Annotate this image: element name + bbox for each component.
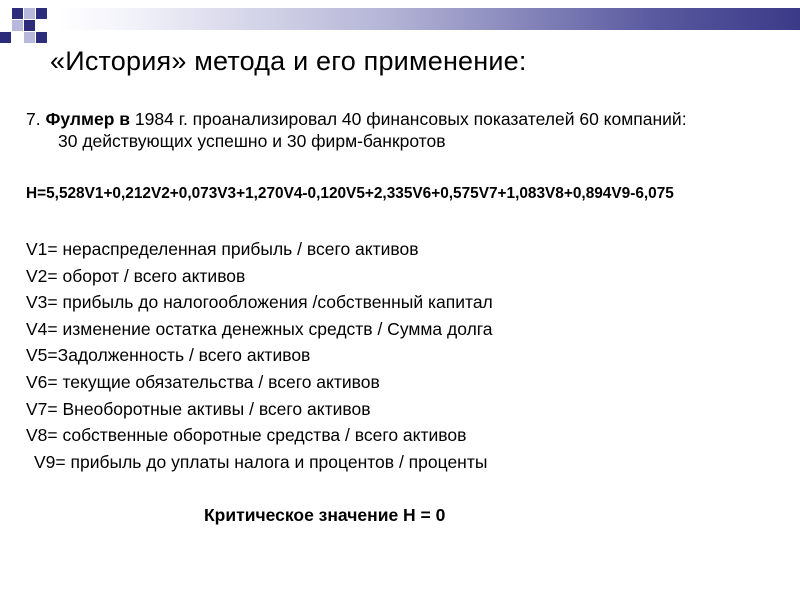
decor-square	[12, 20, 23, 31]
variable-item: V1= нераспределенная прибыль / всего активов	[26, 239, 419, 259]
variable-item: V4= изменение остатка денежных средств / Сумма долга	[26, 318, 493, 339]
decor-square	[36, 32, 47, 43]
variable-item: V2= оборот / всего активов	[26, 265, 246, 286]
decor-square	[24, 32, 35, 43]
formula: H=5,528V1+0,212V2+0,073V3+1,270V4-0,120V5+2,335V6+0,575V7+1,083V8+0,894V9-6,075	[26, 185, 674, 202]
variable-item: V6= текущие обязательства / всего активов	[26, 371, 380, 392]
variable-item: V7= Внеоборотные активы / всего активов	[26, 398, 371, 419]
item-block	[26, 108, 796, 152]
decor-square	[12, 8, 23, 19]
item-line-continuation: 30 действующих успешно и 30 фирм-банкротов	[58, 131, 446, 151]
item-line	[26, 108, 796, 130]
variable-list	[26, 236, 493, 475]
critical-value: Критическое значение H = 0	[204, 505, 446, 525]
item-author: Фулмер в	[45, 109, 131, 129]
decor-square	[36, 8, 47, 19]
decor-square	[0, 32, 11, 43]
header-gradient-bar	[58, 8, 800, 30]
item-number: 7.	[26, 109, 41, 129]
decor-square	[24, 20, 35, 31]
variable-item: V8= собственные оборотные средства / всего активов	[26, 425, 467, 446]
decor-square	[24, 8, 35, 19]
variable-item: V9= прибыль до уплаты налога и процентов / проценты	[34, 451, 488, 472]
item-text: 1984 г. проанализировал 40 финансовых показателей 60 компаний:	[134, 109, 687, 129]
variable-item: V5=Задолженность / всего активов	[26, 345, 311, 366]
variable-item: V3= прибыль до налогообложения /собственный капитал	[26, 292, 493, 313]
slide-title: «История» метода и его применение:	[50, 46, 527, 76]
